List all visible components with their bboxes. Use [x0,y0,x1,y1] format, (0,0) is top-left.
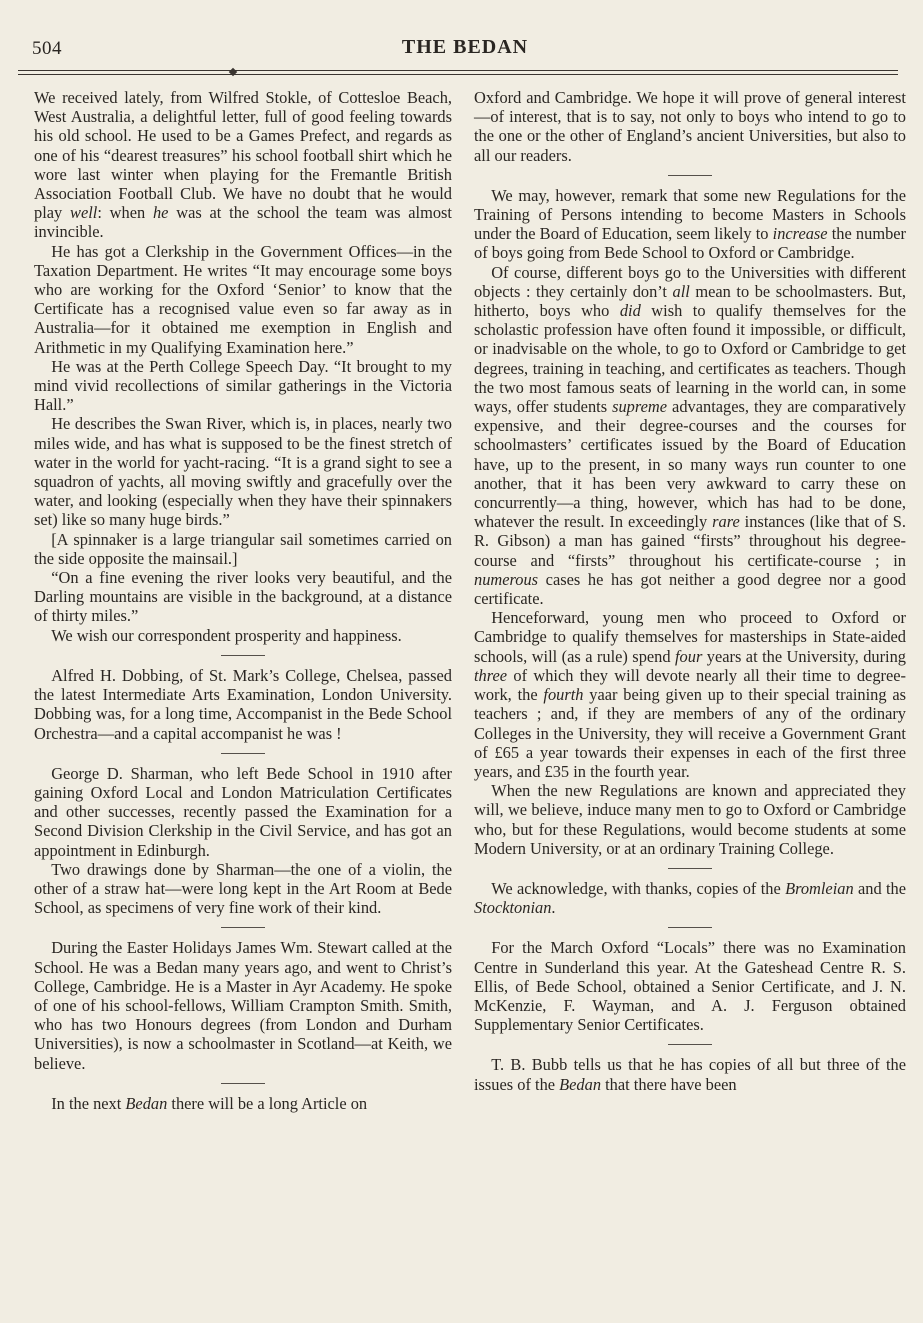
section-divider [221,655,265,656]
paragraph-dobbing: Alfred H. Dobbing, of St. Mark’s College, Chelsea, passed the latest Intermediate Arts Examination, London University. Dobbing was, for a long time, Accompanist in the Bede School Orchestra—and a capital accompanist he was ! [34,665,452,743]
header-rule [18,70,898,77]
paragraph-new-regulations: We may, however, remark that some new Regulations for the Training of Persons intending to become Masters in Schools under the Board of Education, seem likely to increase the number of boys going from Bede School to Oxford or Cambridge. [474,185,906,263]
page-header [30,34,900,64]
paragraph-spinnaker-note: [A spinnaker is a large triangular sail sometimes carried on the side opposite the mainsail.] [34,529,452,568]
paragraph-darling-mountains: “On a fine evening the river looks very beautiful, and the Darling mountains are visible in the background, at a distance of thirty miles.” [34,568,452,626]
left-column [34,88,452,1113]
section-divider [668,927,712,928]
paragraph-sharman-drawings: Two drawings done by Sharman—the one of a violin, the other of a straw hat—were long kept in the Art Room at Bede School, as specimens of very fine work of their kind. [34,859,452,918]
paragraph-henceforward: Henceforward, young men who proceed to Oxford or Cambridge to qualify themselves for masterships in State-aided schools, will (as a rule) spend four years at the University, during three of which they will devote nearly all their time to degree-work, the fourth yaar being given up to their special training as teachers ; and, if they are members of any of the ordinary Colleges in the University, they will receive a Government Grant of £65 a year towards their expenses in each of the first three years, and £35 in the fourth year. [474,608,906,781]
paragraph-clerkship: He has got a Clerkship in the Government Offices—in the Taxation Department. He writes “It may encourage some boys who are working for the Oxford ‘Senior’ to know that the Certificate has a recognised value even so far away as in Australia—for it obtained me exemption in English and Arithmetic in my Qualifying Examination here.” [34,241,452,357]
paragraph-sharman: George D. Sharman, who left Bede School in 1910 after gaining Oxford Local and London Matriculation Certificates and other successes, recently passed the Examination for a Second Division Clerkship in the Civil Service, and has got an appointment in Edinburgh. [34,763,452,860]
paragraph-acknowledgement: We acknowledge, with thanks, copies of the Bromleian and the Stocktonian. [474,878,906,918]
paragraph-stokle-letter: We received lately, from Wilfred Stokle, of Cottesloe Beach, West Australia, a delightful letter, full of good feeling towards his old school. He used to be a Games Prefect, and regards as one of his “dearest treasures” his school football shirt which he wore last winter when playing for the Fremantle British Association Football Club. We have no doubt that he would play well: when he was at the school the team was almost invincible. [34,88,452,242]
section-divider [668,175,712,176]
page-number: 504 [32,38,62,59]
paragraph-oxford-cambridge: Oxford and Cambridge. We hope it will prove of general interest—of interest, that is to say, not only to boys who intend to go to the one or the other of England’s ancient Universities, but also to all our readers. [474,88,906,165]
section-divider [221,1083,265,1084]
right-column [474,88,906,1094]
paragraph-oxford-locals: For the March Oxford “Locals” there was no Examination Centre in Sunderland this year. At the Gateshead Centre R. S. Ellis, of Bede School, obtained a Senior Certificate, and J. N. McKenzie, F. Wayman, and A. J. Ferguson obtained Supplementary Senior Certificates. [474,938,906,1035]
paragraph-speech-day: He was at the Perth College Speech Day. “It brought to my mind vivid recollections of similar gatherings in the Victoria Hall.” [34,356,452,415]
paragraph-stewart: During the Easter Holidays James Wm. Stewart called at the School. He was a Bedan many years ago, and went to Christ’s College, Cambridge. He is a Master in Ayr Academy. He spoke of one of his school-fellows, William Crampton Smith. Smith, who has two Honours degrees (from London and Durham Universities), is now a schoolmaster in Scotland—at Keith, we believe. [34,938,452,1073]
paragraph-next-bedan: In the next Bedan there will be a long Article on [51,1093,368,1113]
paragraph-bubb: T. B. Bubb tells us that he has copies of all but three of the issues of the Bedan that there have been [474,1055,906,1094]
section-divider [668,1044,712,1045]
running-title: THE BEDAN [401,36,529,58]
paragraph-swan-river: He describes the Swan River, which is, in places, nearly two miles wide, and has what is supposed to be the finest stretch of water in the world for yacht-racing. “It is a grand sight to see a squadron of yachts, all moving swiftly and gracefully over the water, and looking (especially when they have their spinnakers set) like so many huge birds.” [34,414,452,530]
paragraph-different-objects: Of course, different boys go to the Universities with different objects : they certainly don’t all mean to be schoolmasters. But, hitherto, boys who did wish to qualify themselves for the scholastic profession have often found it impossible, or difficult, or inadvisable on the whole, to go to Oxford or Cambridge to get degrees, training in teaching, and certificates as teachers. Though the two most famous seats of learning in the world can, in some ways, offer students supreme advantages, they are comparatively expensive, and their degree-courses and the courses for schoolmasters’ certificates issued by the Board of Education have, up to the present, in so many ways run counter to one another, that it has been very awkward to carry these on concurrently—a thing, however, which has had to be done, whatever the result. In exceedingly rare instances (like that of S. R. Gibson) a man has gained “firsts” throughout his degree-course and “firsts” throughout his certificate-course ; in numerous cases he has got neither a good degree nor a good certificate. [474,262,906,609]
section-divider [668,868,712,869]
paragraph-best-wishes: We wish our correspondent prosperity and happiness. [51,625,402,645]
paragraph-when-known: When the new Regulations are known and appreciated they will, we believe, induce many men to go to Oxford or Cambridge who, but for these Regulations, would become students at some Modern University, or at an ordinary Training College. [474,781,906,858]
section-divider [221,753,265,754]
section-divider [221,927,265,928]
